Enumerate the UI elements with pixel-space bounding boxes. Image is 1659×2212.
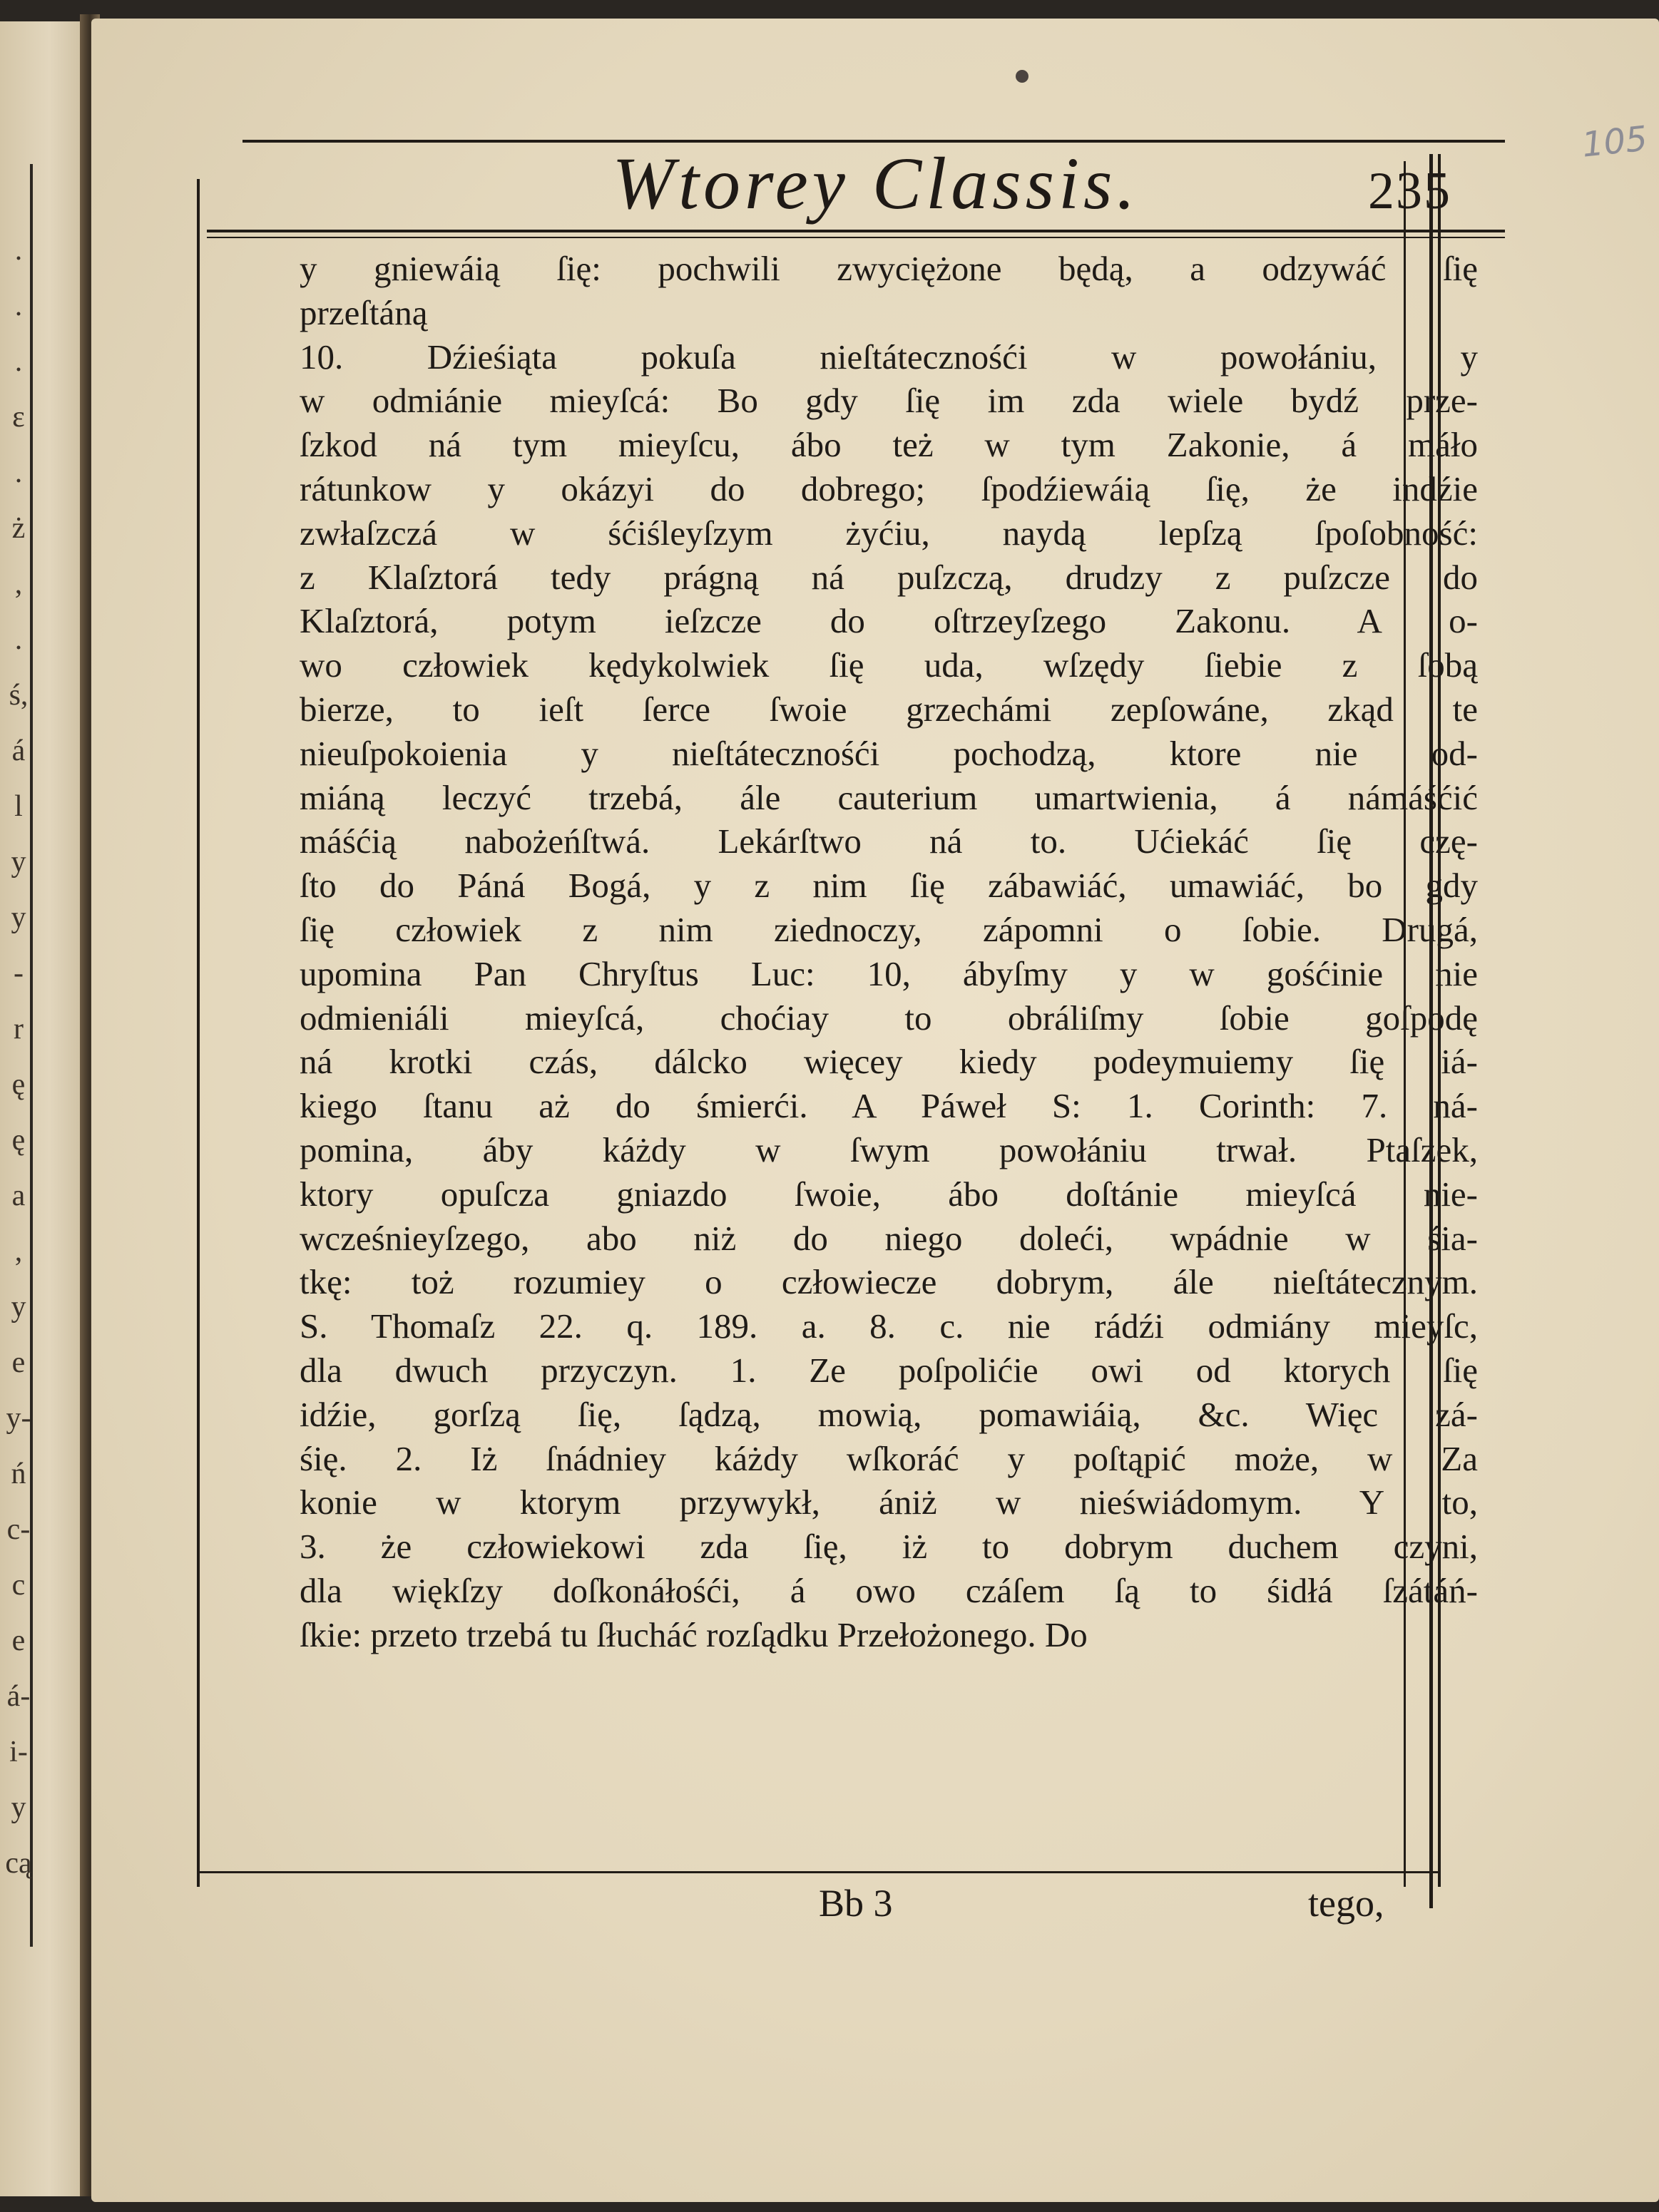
left-frame-rule bbox=[197, 179, 200, 1887]
left-page-fragment: cą bbox=[5, 1847, 32, 1880]
text-line: tkę: toż rozumiey o człowiecze dobrym, ále nieſtátecznym. bbox=[300, 1262, 1478, 1302]
left-page-fragment: y bbox=[11, 1291, 26, 1323]
header-rule bbox=[207, 230, 1505, 232]
left-page-fragment: , bbox=[14, 1235, 23, 1268]
text-line: rátunkow y okázyi do dobrego; ſpodźiewáią ſię, że indźie bbox=[300, 468, 1478, 508]
text-line: ná krotki czás, dálcko więcey kiedy podeymuiemy ſię iá- bbox=[300, 1042, 1478, 1082]
text-line: Klaſztorá, potym ieſzcze do oſtrzeyſzego Zakonu. A o- bbox=[300, 601, 1478, 641]
left-page-fragment: c bbox=[11, 1569, 26, 1602]
catchword: tego, bbox=[1308, 1882, 1384, 1925]
right-page bbox=[91, 19, 1659, 2202]
left-page-fragment: . bbox=[14, 345, 23, 378]
text-line: y gniewáią ſię: pochwili zwyciężone będą, a odzywáć ſię bbox=[300, 249, 1478, 288]
left-page-fragment: . bbox=[14, 623, 23, 656]
left-page-fragment: - bbox=[14, 957, 24, 990]
left-page-fragment: ę bbox=[11, 1068, 26, 1101]
text-line: konie w ktorym przywykł, ániż w nieświádomym. Y to, bbox=[300, 1483, 1478, 1522]
text-line: bierze, to ieſt ſerce ſwoie grzechámi zepſowáne, zkąd te bbox=[300, 689, 1478, 729]
text-line: miáną leczyć trzebá, ále cauterium umartwienia, á námáśćić bbox=[300, 777, 1478, 817]
left-page-fragment: e bbox=[11, 1346, 26, 1379]
pencil-folio-number: 105 bbox=[1580, 118, 1650, 165]
text-line: z Klaſztorá tedy prágną ná puſzczą, drudzy z puſzcze do bbox=[300, 557, 1478, 597]
left-page-fragment: i- bbox=[9, 1736, 28, 1768]
page-number: 235 bbox=[1368, 162, 1451, 220]
left-page-fragment: . bbox=[14, 290, 23, 322]
text-line: kiego ſtanu aż do śmierći. A Páweł S: 1. Corinth: 7. ná- bbox=[300, 1086, 1478, 1126]
ink-spot bbox=[1016, 70, 1028, 83]
left-page-fragment: y bbox=[11, 846, 26, 879]
left-page-fragment: ɛ bbox=[12, 401, 25, 434]
text-line: nieuſpokoienia y nieſtátecznośći pochodzą, ktore nie od- bbox=[300, 733, 1478, 773]
text-line: w odmiánie mieyſcá: Bo gdy ſię im zda wiele bydź prze- bbox=[300, 381, 1478, 421]
text-line: ſkie: przeto trzebá tu ſłucháć rozſądku Przełożonego. Do bbox=[300, 1614, 1088, 1654]
left-page-fragment: c- bbox=[6, 1513, 31, 1546]
bottom-rule bbox=[197, 1871, 1438, 1873]
text-line: 3. że człowiekowi zda ſię, iż to dobrym duchem czyni, bbox=[300, 1527, 1478, 1567]
text-line: dla dwuch przyczyn. 1. Ze poſpolićie owi od ktorych ſię bbox=[300, 1350, 1478, 1390]
text-line: máśćią nabożeńſtwá. Lekárſtwo ná to. Ućiekáć ſię czę- bbox=[300, 821, 1478, 861]
left-page-fragment: . bbox=[14, 234, 23, 267]
header-rule-inner bbox=[207, 237, 1505, 238]
left-facing-page bbox=[0, 21, 90, 2196]
text-line: śię. 2. Iż ſnádniey káżdy wſkoráć y poſtąpić może, w Za bbox=[300, 1438, 1478, 1478]
left-page-fragment: e bbox=[11, 1624, 26, 1657]
text-line: przeſtáną bbox=[300, 292, 428, 332]
signature-mark: Bb 3 bbox=[819, 1882, 893, 1925]
left-page-fragment: y- bbox=[6, 1402, 31, 1435]
text-line: idźie, gorſzą ſię, ſądzą, mowią, pomawiáią, &c. Więc zá- bbox=[300, 1394, 1478, 1434]
left-page-fragment: a bbox=[11, 1179, 26, 1212]
left-page-fragment: y bbox=[11, 901, 26, 934]
text-line: ktory opuſcza gniazdo ſwoie, ábo doſtánie mieyſcá nie- bbox=[300, 1174, 1478, 1214]
text-line: ſię człowiek z nim ziednoczy, zápomni o ſobie. Drugá, bbox=[300, 909, 1478, 949]
left-page-fragment: r bbox=[14, 1013, 24, 1045]
text-line: ſto do Páná Bogá, y z nim ſię zábawiáć, umawiáć, bo gdy bbox=[300, 866, 1478, 906]
left-page-fragment: , bbox=[14, 568, 23, 600]
left-page-fragment: á bbox=[11, 734, 26, 767]
left-page-fragment: á- bbox=[6, 1680, 31, 1713]
text-line: pomina, áby káżdy w ſwym powołániu trwał. Ptaſzek, bbox=[300, 1130, 1478, 1169]
running-head: Wtorey Classis. bbox=[612, 143, 1140, 225]
text-line: 10. Dźieśiąta pokuſa nieſtátecznośći w powołániu, y bbox=[300, 337, 1478, 377]
text-line: wo człowiek kędykolwiek ſię uda, wſzędy ſiebie z ſobą bbox=[300, 645, 1478, 685]
left-page-fragment: . bbox=[14, 456, 23, 489]
text-line: zwłaſzczá w śćiśleyſzym żyćiu, naydą lepſzą ſpoſobność: bbox=[300, 513, 1478, 553]
body-text bbox=[300, 247, 1478, 1657]
text-line: ſzkod ná tym mieyſcu, ábo też w tym Zakonie, á máło bbox=[300, 425, 1478, 465]
text-line: upomina Pan Chryſtus Luc: 10, ábyſmy y w gośćinie nie bbox=[300, 953, 1478, 993]
text-line: dla więkſzy doſkonáłośći, á owo czáſem ſą to śidłá ſzátáń- bbox=[300, 1570, 1478, 1610]
left-page-fragment: ę bbox=[11, 1124, 26, 1157]
left-page-fragment: ń bbox=[11, 1458, 26, 1490]
left-page-fragment: y bbox=[11, 1791, 26, 1824]
text-line: odmieniáli mieyſcá, choćiay to obráliſmy ſobie goſpodę bbox=[300, 998, 1478, 1038]
left-page-fragment: ś, bbox=[9, 679, 29, 712]
left-page-fragment: ż bbox=[11, 512, 26, 545]
text-line: wcześnieyſzego, abo niż do niego doleći, wpádnie w śia- bbox=[300, 1218, 1478, 1258]
text-line: S. Thomaſz 22. q. 189. a. 8. c. nie rádźi odmiány mieyſc, bbox=[300, 1306, 1478, 1346]
left-page-fragment: l bbox=[14, 790, 23, 823]
